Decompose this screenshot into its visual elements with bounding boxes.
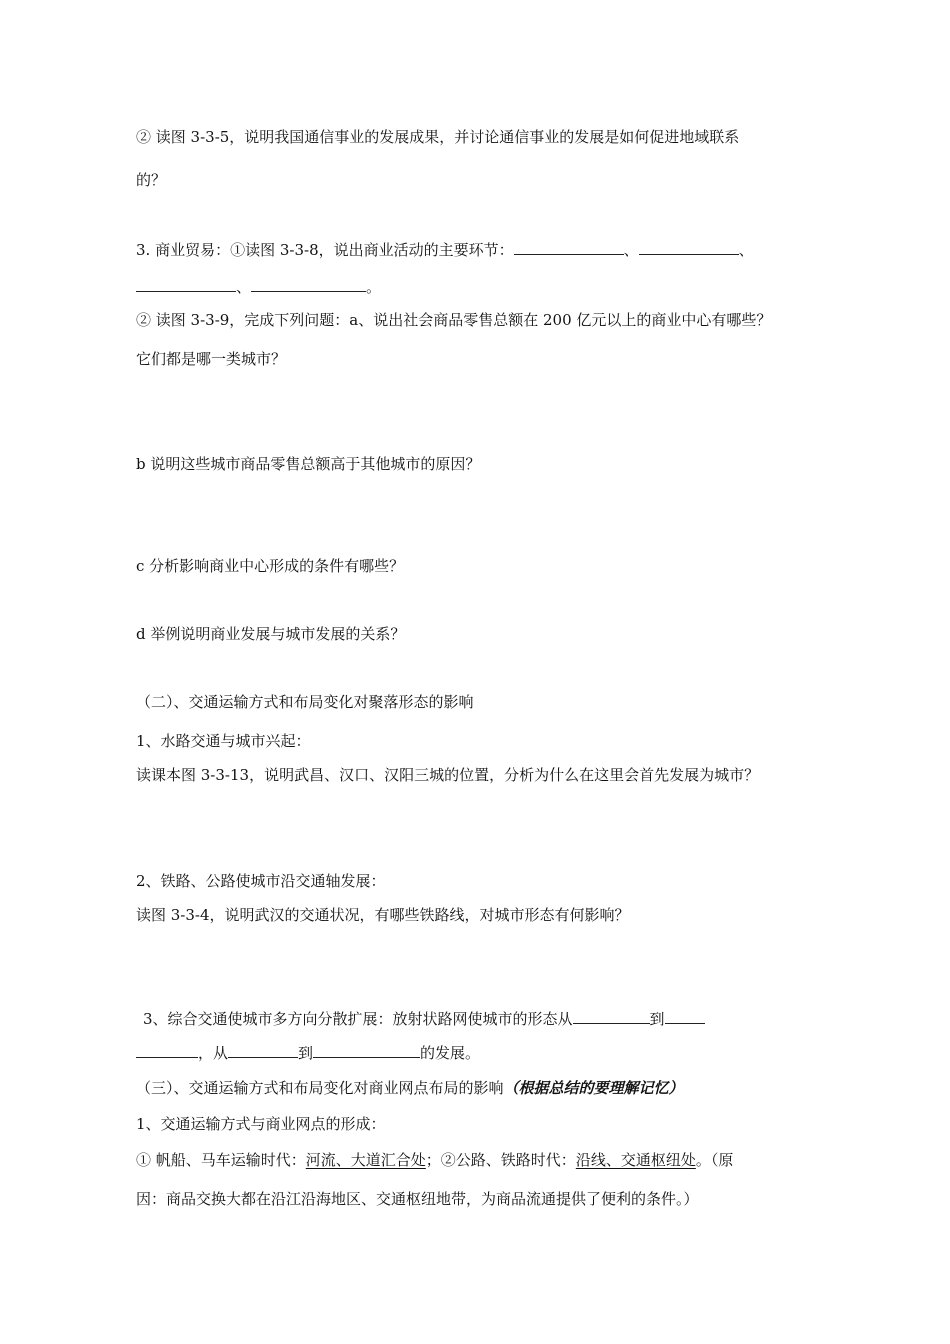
answer-blank-5[interactable]: [573, 1008, 650, 1024]
question-communication-line2: 的？: [136, 171, 167, 189]
separator: 、: [236, 278, 252, 296]
separator: 、: [623, 241, 639, 259]
answer-blank-6-cont[interactable]: [136, 1042, 198, 1058]
sentence-end: 。: [366, 278, 382, 296]
answer-blank-8[interactable]: [313, 1042, 420, 1058]
question-retail-line1: ② 读图 3-3-9，完成下列问题：a、说出社会商品零售总额在 200 亿元以上的商业中心有哪些？: [136, 311, 772, 329]
word-to: 到: [298, 1044, 314, 1062]
section-2-item-3-cont: [136, 1042, 480, 1063]
answer-blank-6[interactable]: [665, 1008, 705, 1024]
separator: 、: [738, 241, 754, 259]
question-communication-line1: ② 读图 3-3-5，说明我国通信事业的发展成果，并讨论通信事业的发展是如何促进地域联系: [136, 128, 740, 146]
section-3-eras: [136, 1150, 733, 1170]
word-to: 到: [649, 1010, 665, 1028]
item-3-prefix: 3、综合交通使城市多方向分散扩展：放射状路网使城市的形态从: [143, 1010, 573, 1028]
era-separator: ；②公路、铁路时代：: [425, 1151, 576, 1169]
section-2-heading: （二）、交通运输方式和布局变化对聚落形态的影响: [136, 693, 474, 711]
section-3-heading-line: [136, 1078, 684, 1098]
section-3-item-1-title: 1、交通运输方式与商业网点的形成：: [136, 1115, 386, 1133]
answer-blank-4[interactable]: [251, 276, 366, 292]
question-trade-stages-cont: [136, 276, 381, 297]
answer-blank-3[interactable]: [136, 276, 236, 292]
section-2-item-3: [143, 1008, 705, 1029]
era-2-answer: 沿线、交通枢纽处: [575, 1151, 696, 1169]
section-3-note: （根据总结的要理解记忆）: [503, 1079, 684, 1097]
question-c: c 分析影响商业中心形成的条件有哪些？: [136, 557, 405, 575]
item-3-end: 的发展。: [420, 1044, 481, 1062]
question-trade-prefix: 3. 商业贸易：①读图 3-3-8，说出商业活动的主要环节：: [136, 241, 514, 259]
era-1-answer: 河流、大道汇合处: [305, 1151, 426, 1169]
section-3-reason: 因：商品交换大都在沿江沿海地区、交通枢纽地带，为商品流通提供了便利的条件。）: [136, 1190, 699, 1208]
section-2-item-2-title: 2、铁路、公路使城市沿交通轴发展：: [136, 872, 386, 890]
answer-blank-1[interactable]: [514, 239, 624, 255]
word-from: ，从: [198, 1044, 229, 1062]
section-2-item-2-question: 读图 3-3-4，说明武汉的交通状况，有哪些铁路线，对城市形态有何影响？: [136, 906, 630, 924]
question-retail-line2: 它们都是哪一类城市？: [136, 350, 287, 368]
section-2-item-1-question: 读课本图 3-3-13，说明武昌、汉口、汉阳三城的位置，分析为什么在这里会首先发展为城市？: [136, 766, 760, 784]
question-trade-stages: [136, 239, 754, 260]
question-d: d 举例说明商业发展与城市发展的关系？: [136, 625, 406, 643]
answer-blank-2[interactable]: [639, 239, 739, 255]
section-2-item-1-title: 1、水路交通与城市兴起：: [136, 732, 311, 750]
era-2-end: 。（原: [695, 1151, 734, 1169]
question-b: b 说明这些城市商品零售总额高于其他城市的原因？: [136, 455, 481, 473]
era-1-label: ① 帆船、马车运输时代：: [136, 1151, 306, 1169]
section-3-heading: （三）、交通运输方式和布局变化对商业网点布局的影响: [136, 1079, 504, 1097]
answer-blank-7[interactable]: [228, 1042, 298, 1058]
